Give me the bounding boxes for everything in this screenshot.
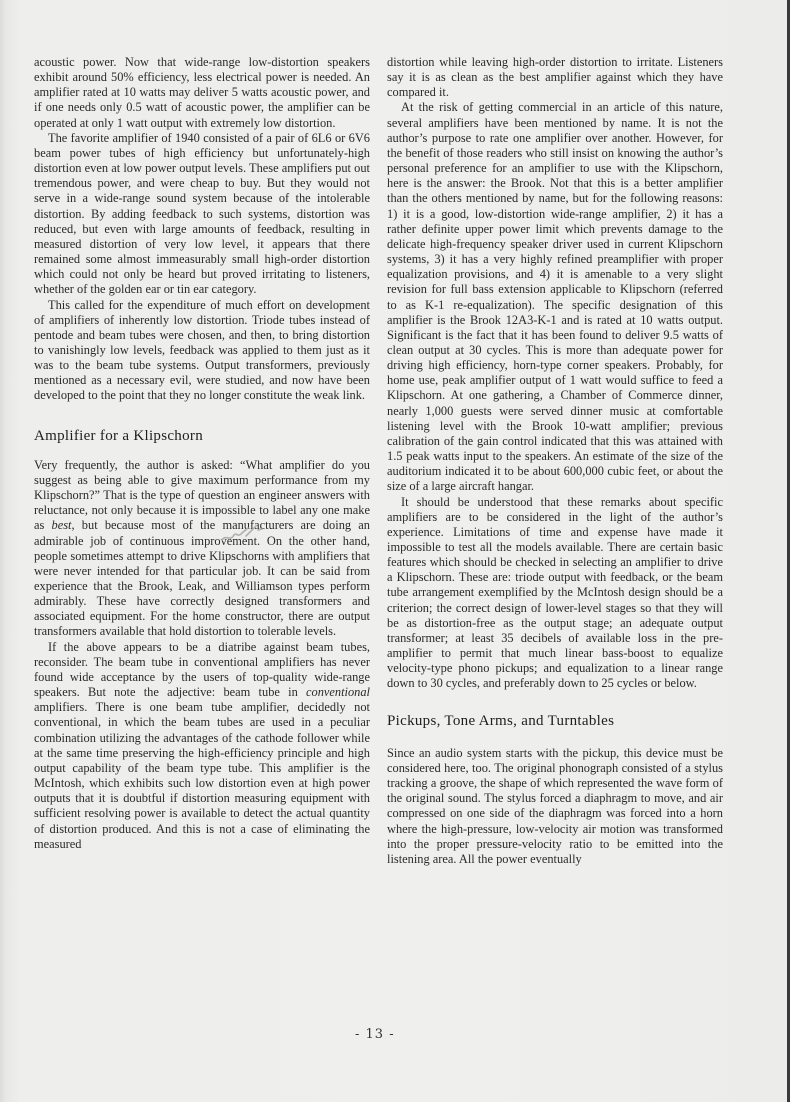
left-column xyxy=(34,55,370,852)
paragraph: acoustic power. Now that wide-range low-distortion speakers exhibit around 50% efficiency, less electrical power is needed. An amplifier rated at 10 watts may deliver 5 watts acoustic power, and if one needs only 0.5 watt of acoustic power, the amplifier can be operated at only 1 watt output with extremely low distortion. xyxy=(34,55,370,130)
page-number: - 13 - xyxy=(355,1027,395,1042)
paragraph: Since an audio system starts with the pickup, this device must be considered here, too. The original phonograph consisted of a stylus tracking a groove, the shape of which represented the wave form of the original sound. The stylus forced a diaphragm to move, and air compressed on one side of the diaphragm was forced into a horn where the high-pressure, low-velocity air motion was transformed into the proper pressure-velocity ratio to be emitted into the listening area. All the power eventually xyxy=(387,745,723,866)
paragraph: This called for the expenditure of much effort on development of amplifiers of inherently low distortion. Triode tubes instead of pentode and beam tubes were chosen, and then, to bring distortion to vanishingly low levels, feedback was applied to them just as it was to the beam tube systems. Output transformers, previously mentioned as a necessary evil, were studied, and now have been developed to the point that they no longer constitute the weak link. xyxy=(34,297,370,403)
text-run: If the above appears to be a diatribe against beam tubes, reconsider. The beam tube in conventional amplifiers has never found wide acceptance by the users of top-quality wide-range speakers. But note the adjective: beam tube in xyxy=(34,639,370,700)
section-heading-amplifier: Amplifier for a Klipschorn xyxy=(34,427,204,444)
text-run: , but because most of the manufacturers are doing an admirable job of continuous improvement. On the other hand, people sometimes attempt to drive Klipschorns with amplifiers that were never intended for that particular job. It can be said from experience that the Brook, Leak, and Williamson types perform admirably. These have correctly designed transformers and associated equipment. For the home constructor, there are output transformers available that hold distortion to tolerable levels. xyxy=(34,518,370,639)
right-column xyxy=(387,55,723,867)
paragraph: It should be understood that these remarks about specific amplifiers are to be considered in the light of the author’s experience. Limitations of time and expense have made it impossible to test all the models available. There are certain basic features which should be checked in selecting an amplifier to drive a Klipschorn. These are: triode output with feedback, or the beam tube arrangement exemplified by the McIntosh design should be a criterion; the correct design of lower-level stages so that they will be as distortion-free as the output stage; an adequate output transformer; at least 35 decibels of available loss in the pre-amplifier to permit that much linear bass-boost to equalize velocity-type phono pickups; and equalization to a linear range down to 30 cycles, and preferably down to 25 cycles or below. xyxy=(387,494,723,691)
paragraph xyxy=(34,458,370,640)
text-run: amplifiers. There is one beam tube amplifier, decidedly not conventional, in which the beam tubes are used in a peculiar combination utilizing the advantages of the cathode follower while at the same time preserving the high-efficiency principle and high output capability of the beam type tube. This amplifier is the McIntosh, which exhibits such low distortion even at high power outputs that it is doubtful if distortion measuring equipment with sufficient resolving power is available to detect the actual quantity of distortion produced. And this is not a case of eliminating the measured xyxy=(34,700,370,851)
paragraph: The favorite amplifier of 1940 consisted of a pair of 6L6 or 6V6 beam power tubes of high efficiency but unfortunately-high distortion even at low power output levels. These amplifiers put out tremendous power, and were cheap to buy. But they would not serve in a wide-range sound system because of the intolerable distortion. By adding feedback to such systems, distortion was reduced, but even with large amounts of feedback, resulting in measured distortion of very low level, it appears that there remained some almost immeasurably small high-order distortion which could not only be heard but proved irritating to listeners, whether of the golden ear or tin ear category. xyxy=(34,130,370,297)
section-heading-pickups: Pickups, Tone Arms, and Turntables xyxy=(387,712,615,729)
emphasis-text: conventional xyxy=(306,685,370,700)
emphasis-text: best xyxy=(51,518,72,533)
text-run: Very frequently, the author is asked: “What amplifier do you suggest as being able to give maximum performance from my Klipschorn?” That is the type of question an engineer answers with reluctance, not only because it is impossible to label any one make as xyxy=(34,457,370,533)
paragraph xyxy=(34,640,370,852)
paragraph: distortion while leaving high-order distortion to irritate. Listeners say it is as clean as the best amplifier against which they have compared it. xyxy=(387,55,723,100)
paragraph: At the risk of getting commercial in an article of this nature, several amplifiers have been mentioned by name. It is not the author’s purpose to rate one amplifier over another. However, for the benefit of those readers who still insist on knowing the author’s personal preference for an amplifier to use with the Klipschorn, here is the answer: the Brook. Not that this is a better amplifier than the others mentioned by name, but for the following reasons: 1) it is a good, low-distortion wide-range amplifier, 2) it has a rather definite upper power limit which prevents damage to the delicate high-frequency speaker driver used in current Klipschorn systems, 3) it has a very highly refined preamplifier with proper equalization provisions, and 4) it is amenable to a very slight revision for full bass extension applicable to Klipschorn (referred to as K-1 re-equalization). The specific designation of this amplifier is the Brook 12A3-K-1 and is rated at 10 watts output. Significant is the fact that it has been found to deliver 9.5 watts of clean output at 30 cycles. This is more than adequate power for driving high efficiency, horn-type corner speakers. Probably, for home use, peak amplifier output of 1 watt would suffice to feed a Klipschorn. At one gathering, a Chamber of Commerce dinner, nearly 1,000 guests were served dinner music at comfortable listening level with the Brook 10-watt amplifier; previous calibration of the gain control indicated that this was attained with 1.5 peak watts input to the speakers. An estimate of the size of the auditorium indicated it to be about 600,000 cubic feet, or about the size of a large aircraft hangar. xyxy=(387,100,723,494)
